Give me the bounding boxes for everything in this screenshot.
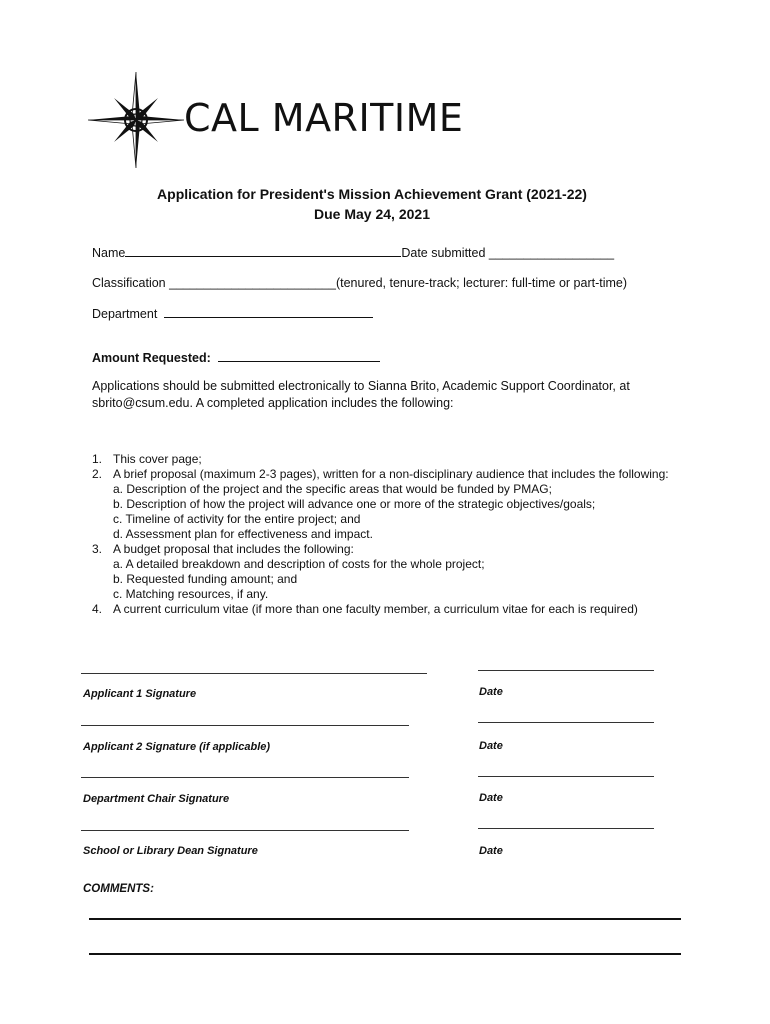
applicant1-date-line[interactable]: [478, 670, 654, 671]
applicant1-date-label: Date: [479, 686, 503, 698]
dean-date-label: Date: [479, 845, 503, 857]
applicant2-date-line[interactable]: [478, 722, 654, 723]
dean-signature-line[interactable]: [81, 830, 409, 831]
chair-signature-line[interactable]: [81, 777, 409, 778]
name-field[interactable]: [125, 245, 401, 257]
requirement-item: [92, 467, 692, 542]
requirement-text: This cover page;: [113, 452, 202, 466]
chair-date-label: Date: [479, 792, 503, 804]
form-title: Application for President's Mission Achievement Grant (2021-22): [157, 186, 587, 202]
comments-label: COMMENTS:: [83, 883, 154, 895]
due-date: Due May 24, 2021: [314, 206, 430, 222]
requirement-subitem: c. Timeline of activity for the entire project; and: [113, 512, 361, 526]
requirement-text: A brief proposal (maximum 2-3 pages), written for a non-disciplinary audience that includes the following:: [113, 467, 669, 481]
requirement-text: A current curriculum vitae (if more than one faculty member, a curriculum vitae for each is required): [113, 602, 638, 616]
department-row: [92, 306, 373, 321]
requirement-subitem: a. Description of the project and the specific areas that would be funded by PMAG;: [113, 482, 552, 496]
comment-line-1[interactable]: [89, 918, 681, 920]
requirement-subitem: b. Requested funding amount; and: [113, 572, 298, 586]
name-label: Name: [92, 246, 126, 260]
requirement-number: 1.: [92, 452, 103, 466]
chair-date-line[interactable]: [478, 776, 654, 777]
date-submitted-label: Date submitted __________________: [401, 246, 615, 260]
classification-label[interactable]: Classification ________________________: [92, 276, 336, 290]
requirement-subitem: a. A detailed breakdown and description of costs for the whole project;: [113, 557, 485, 571]
amount-row: [92, 350, 380, 365]
chair-signature-label: Department Chair Signature: [83, 793, 230, 805]
instructions-text: Applications should be submitted electronically to Sianna Brito, Academic Support Coordinator, at sbrito@csum.edu. A completed application includes the following:: [92, 379, 630, 410]
requirement-item: [92, 602, 692, 617]
requirement-subitem: c. Matching resources, if any.: [113, 587, 269, 601]
requirement-number: 2.: [92, 467, 103, 481]
requirements-list: [92, 452, 692, 617]
logo-wordmark: CAL MARITIME: [184, 96, 464, 140]
amount-field[interactable]: [218, 350, 380, 362]
requirement-number: 4.: [92, 602, 103, 616]
applicant1-signature-label: Applicant 1 Signature: [83, 688, 197, 700]
requirement-item: [92, 452, 692, 467]
compass-star-icon: [88, 72, 184, 168]
amount-label: Amount Requested:: [92, 351, 211, 365]
requirement-subitem: b. Description of how the project will advance one or more of the strategic objectives/goals;: [113, 497, 596, 511]
classification-row: [92, 276, 627, 290]
requirement-item: [92, 542, 692, 602]
applicant2-date-label: Date: [479, 740, 503, 752]
applicant2-signature-label: Applicant 2 Signature (if applicable): [83, 741, 271, 753]
department-field[interactable]: [164, 306, 373, 318]
requirement-subitem: d. Assessment plan for effectiveness and impact.: [113, 527, 373, 541]
applicant1-signature-line[interactable]: [81, 673, 427, 674]
requirement-text: A budget proposal that includes the following:: [113, 542, 354, 556]
applicant2-signature-line[interactable]: [81, 725, 409, 726]
comment-line-2[interactable]: [89, 953, 681, 955]
requirement-number: 3.: [92, 542, 103, 556]
dean-signature-label: School or Library Dean Signature: [83, 845, 258, 857]
classification-hint: (tenured, tenure-track; lecturer: full-time or part-time): [335, 276, 628, 290]
name-row: [92, 245, 614, 260]
dean-date-line[interactable]: [478, 828, 654, 829]
department-label: Department: [92, 307, 158, 321]
